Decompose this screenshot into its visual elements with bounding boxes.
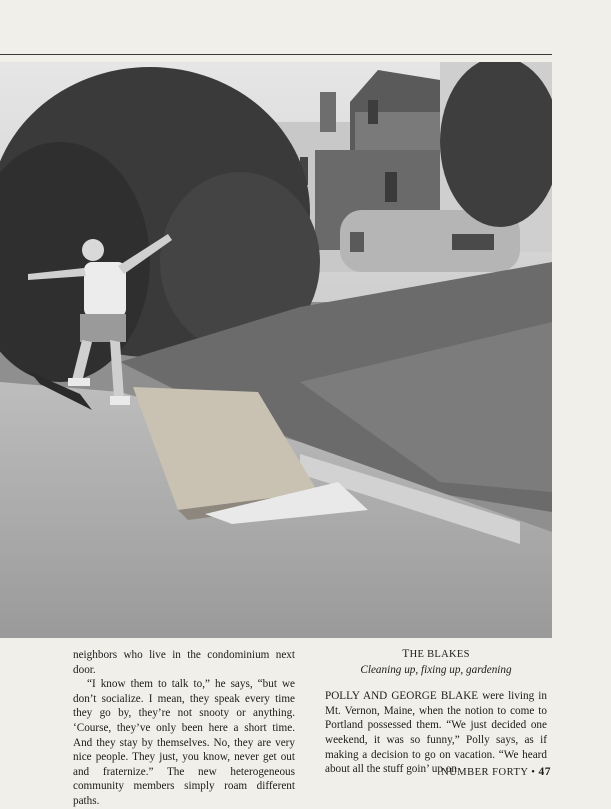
page-footer (441, 766, 551, 778)
section-subtitle: Cleaning up, fixing up, gardening (360, 663, 512, 676)
top-rule (0, 54, 552, 55)
paragraph: POLLY AND GEORGE BLAKE were living in Mt. Vernon, Maine, when the notion to come to Portland possessed them. “We just decided one weekend, it was so funny,” Polly says, as if making a decision to go on vacation. “We heard about all the stuff goin’ up on (325, 690, 547, 776)
skateboarder-photo (0, 62, 552, 638)
right-text-column (325, 648, 547, 777)
paragraph: neighbors who live in the condominium next door. (73, 649, 295, 676)
paragraph: “I know them to talk to,” he says, “but we don’t socialize. I mean, they speak every time they go by, they’re not snooty or anything. ‘Course, they’ve only been here a short time. And they stay by themselves. No, they are very nice people. They just, you know, never get out and fraternize.” The new heterogeneous community members simply roam different paths. (73, 678, 295, 807)
bullet: • (531, 767, 536, 778)
left-text-column (73, 648, 295, 809)
page-number: 47 (538, 766, 551, 778)
section-title-rest: HE BLAKES (409, 649, 470, 660)
section-title-initial: T (402, 648, 410, 660)
section-title (325, 647, 547, 663)
issue-label: NUMBER FORTY (441, 767, 529, 778)
